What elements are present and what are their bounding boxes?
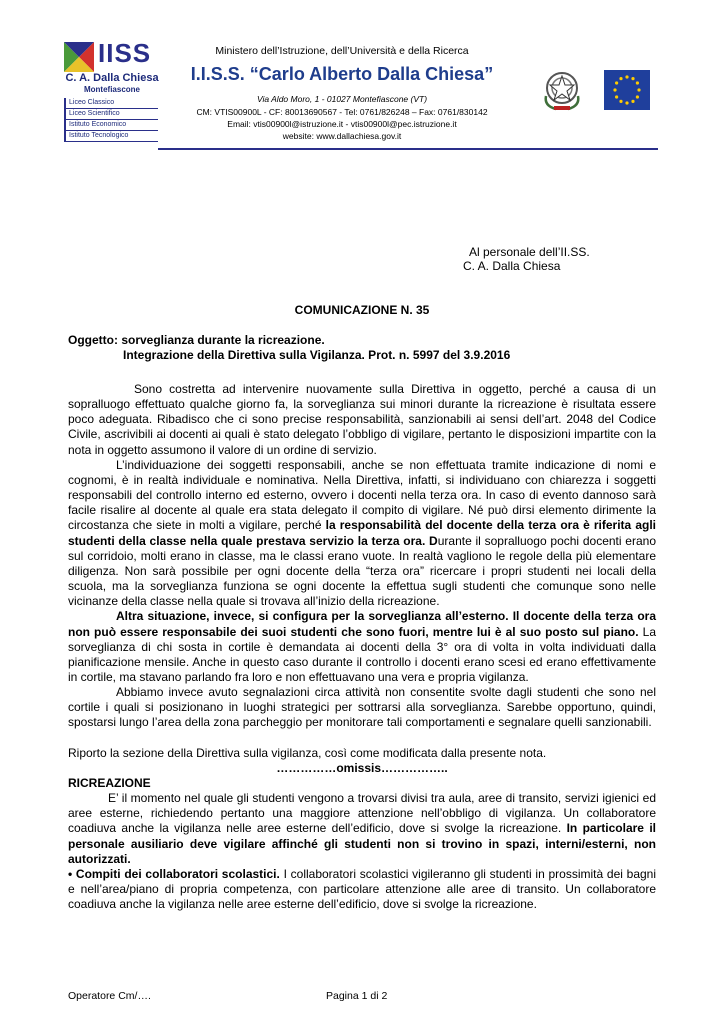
paragraph-gap [68,731,656,746]
logo-town: Montefiascone [83,85,140,94]
omissis-marker: ……………omissis…………….. [276,760,448,775]
body-text: urante il sopralluogo pochi docenti erano sul corridoio, molti erano in classe, ma le classi erano vuote. In realtà vagliono le regole della più elementare diligenza. Non sarà possibile per ogni docente della “terza ora” ricercare i propri studenti nei locali della scuola, ma la sorveglianza funziona se ogni docente la effettua sugli studenti che comunque sono nelle vicinanze della classe nella quale si trovava all’inizio della ricreazione. [68,533,656,609]
body-paragraph: Riporto la sezione della Direttiva sulla vigilanza, così come modificata dalla presente nota. [68,745,547,760]
subject-line: Integrazione della Direttiva sulla Vigilanza. Prot. n. 5997 del 3.9.2016 [123,348,511,362]
body-paragraph [68,791,656,867]
body-paragraph [68,867,656,912]
eu-flag-icon [604,70,650,110]
school-codes: CM: VTIS00900L - CF: 80013690567 - Tel: 0761/826248 – Fax: 0761/830142 [196,107,488,117]
body-paragraph: Sono costretta ad intervenire nuovamente sulla Direttiva in oggetto, perché a causa di un sopralluogo effettuato qualche giorno fa, la sorveglianza sui minori durante la ricreazione è risultata essere poco adeguata. Ribadisco che ci sono precise responsabilità, sanzionabili ai sensi dell’art. 2048 del Codice Civile, ascrivibili ai docenti ai quali è stato delegato l’obbligo di vigilare, pertanto le disposizioni impartite con la nota in oggetto assumono il valore di un ordine di servizio. [68,382,656,457]
logo-course: Liceo Scientifico [66,109,158,120]
italian-republic-emblem-icon [540,66,584,112]
school-name: I.I.S.S. “Carlo Alberto Dalla Chiesa” [190,64,494,84]
logo-course: Istituto Economico [66,120,158,131]
body-bold-text: la responsabilità del docente della terza ora è riferita agli studenti della classe nella quale prestava servizio la terza ora. [68,518,657,548]
letter-body [68,382,656,912]
logo-acronym: IISS [98,38,152,68]
section-title: RICREAZIONE [68,775,151,790]
school-website: website: www.dallachiesa.gov.it [282,131,402,141]
recipient-block [463,245,590,273]
body-text: I collaboratori scolastici vigileranno gli studenti in prossimità dei bagni e nell’area/piano di propria competenza, con particolare attenzione alle aree di transito. Un collaboratore coadiuva anche la vigilanza nelle aree esterne dell’edificio, dove si svolge la ricreazione. [68,866,657,912]
body-text: L’individuazione dei soggetti responsabili, anche se non effettuata tramite indicazione di nomi e cognomi, è in realtà individuale e nominativa. Nella Direttiva, infatti, si individuano con chiarezza i soggetti responsabili del controllo interno ed esterno, ovvero i docenti nella terza ora. In caso di evento dannoso sarà facile risalire al docente al quale era stata delegato il compito di vigilare. Né può dirsi elemento dirimente la circostanza che siete in molti a vigilare, perché [68,457,656,533]
header-divider [158,148,658,150]
body-bold-text: • Compiti dei collaboratori scolastici. [68,866,280,881]
recipient-line: Al personale dell’II.SS. [469,245,590,259]
body-bold-text: Altra situazione, invece, si configura per la sorveglianza all’esterno. Il docente della terza ora non può essere responsabile dei suoi studenti che sono fuori, mentre lui è al suo posto sul piano. [68,609,656,639]
body-paragraph: Abbiamo invece avuto segnalazioni circa attività non consentite svolte dagli studenti che sono nel cortile i quali si posizionano in luoghi strategici per sottrarsi alla sorveglianza. Sarebbe opportuno, quindi, spostarsi lungo l’area della zona parcheggio per monitorare tali comportamenti e segnalare quelli sanzionabili. [68,685,656,730]
logo-course: Istituto Tecnologico [66,131,158,142]
body-bold-text: D [425,533,438,548]
body-paragraph [68,458,656,610]
body-text: E’ il momento nel quale gli studenti vengono a trovarsi divisi tra aula, aree di transito, servizi igienici ed aree esterne, richiedendo pertanto una maggiore attenzione nell’obbligo di vigilanza. Un collaboratore coadiuva anche la vigilanza nelle aree esterne dell’edificio, dove si svolge la ricreazione. [68,791,656,836]
communication-title: COMUNICAZIONE N. 35 [294,303,430,317]
logo-course-list [64,98,158,142]
footer-page-number: Pagina 1 di 2 [326,990,388,1002]
logo-course: Liceo Classico [66,98,158,109]
body-paragraph [68,609,656,685]
footer-operator: Operatore Cm/…. [68,990,151,1002]
logo-school-name: C. A. Dalla Chiesa [65,72,159,84]
school-email: Email: vtis00900l@istruzione.it - vtis00900l@pec.istruzione.it [227,119,457,129]
school-logo-mark-icon [64,42,94,72]
body-text: La sorveglianza di chi sosta in cortile è demandata ai docenti della 3° ora di volta in volta individuati dalla pianificazione mensile. Anche in questo caso durante il controllo i docenti erano scesi ed erano effettivamente in cortile, ma stavano parlando fra loro e non effettuavano una vera e propria vigilanza. [68,624,656,684]
body-bold-text: In particolare il personale ausiliario deve vigilare affinché gli studenti non si trovino in spazi, interni/esterni, non autorizzati. [68,821,656,866]
recipient-line: C. A. Dalla Chiesa [463,259,561,273]
school-address: Via Aldo Moro, 1 - 01027 Montefiascone (VT) [256,94,428,104]
subject-line: Oggetto: sorveglianza durante la ricreazione. [68,333,325,347]
ministry-name: Ministero dell’Istruzione, dell’Università e della Ricerca [215,45,469,57]
school-logo [62,38,160,150]
subject-block [68,333,510,363]
